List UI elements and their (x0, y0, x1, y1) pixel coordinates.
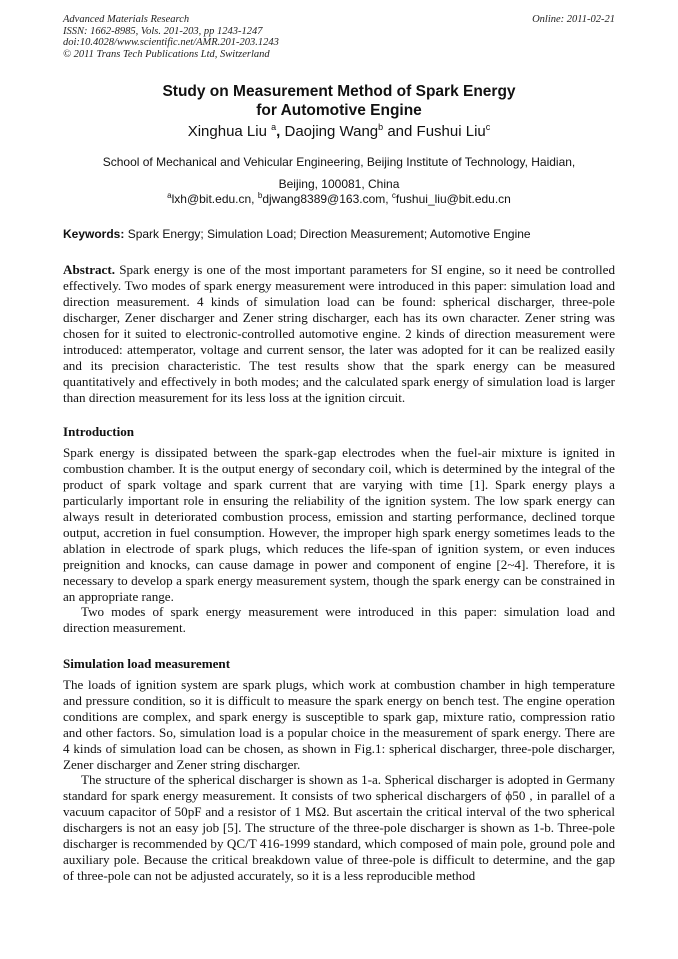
simulation-heading: Simulation load measurement (63, 656, 231, 671)
title-line-2: for Automotive Engine (256, 102, 422, 119)
email-b[interactable]: djwang8389@163.com, (262, 192, 389, 206)
introduction-paragraph-2: Two modes of spark energy measurement were introduced in this paper: simulation load and direction measurement. (63, 604, 615, 635)
doi-line: doi:10.4028/www.scientific.net/AMR.201-203.1243 (63, 37, 279, 49)
email-a-sup: a (167, 191, 172, 200)
author-1: Xinghua Liu (187, 123, 267, 140)
introduction-paragraph-1: Spark energy is dissipated between the spark-gap electrodes when the fuel-air mixture is ignited in combustion chamber. It is the output energy of secondary coil, which is determined by the integral of the product of spark voltage and spark current that are varying with time [1]. Spark energy plays a particularly important role in ensuring the reliability of the ignition system. The low spark energy can always result in deteriorated combustion process, emission and starting performance, declined torque output, accretion in fuel consumption. However, the improper high spark energy sometimes leads to the ablation in electrode of spark plugs, which reduces the life-span of ignition system, or even induces preignition and knocks, can cause damage in power and component of engine [2~4]. Therefore, it is necessary to develop a spark energy measurement system, though the spark energy can be constrained in an appropriate range. (63, 445, 615, 604)
affiliation (63, 151, 615, 195)
author-and: and (387, 123, 413, 140)
keywords-text: Spark Energy; Simulation Load; Direction Measurement; Automotive Engine (127, 227, 531, 241)
paper-title (0, 82, 678, 120)
simulation-paragraph-2: The structure of the spherical discharger is shown as 1-a. Spherical discharger is adopted in Germany standard for spark energy measurement. It consists of two spherical dischargers of ϕ50 , in parallel of a vacuum capacitor of 50pF and a resistor of 1 MΩ. But ascertain the critical interval of the two spherical dischargers is not an easy job [5]. The structure of the three-pole discharger is shown as 1-b. Three-pole discharger is recommended by QC/T 416-1999 standard, which composed of main pole, ground pole and auxiliary pole. Because the critical breakdown value of three-pole is difficult to determine, and the gap of three-pole can not be adjusted accurately, so it is a less reproducible method (63, 772, 615, 883)
journal-header (63, 14, 615, 60)
author-3-sup: c (485, 122, 491, 132)
copyright-line: © 2011 Trans Tech Publications Ltd, Switzerland (63, 48, 270, 60)
author-1-sup: a (271, 122, 277, 132)
online-date: Online: 2011-02-21 (532, 14, 615, 25)
introduction-heading: Introduction (63, 424, 135, 439)
keywords (63, 227, 615, 241)
journal-name: Advanced Materials Research (63, 14, 190, 25)
email-b-sup: b (257, 191, 263, 200)
author-separator: , (276, 123, 281, 140)
simulation-paragraph-1: The loads of ignition system are spark plugs, which work at combustion chamber in high temperature and pressure condition, so it is difficult to measure the spark energy on bench test. The engine operation conditions are complex, and spark energy is susceptible to spark gap, mixture ratio, compression ratio and other factors. So, simulation load is a popular choice in the measurement of spark energy. There are 4 kinds of simulation load can be chosen, as shown in Fig.1: spherical discharger, three-pole discharger, Zener discharger and Zener string discharger. (63, 677, 615, 772)
abstract (63, 262, 615, 406)
issn-line: ISSN: 1662-8985, Vols. 201-203, pp 1243-1247 (63, 25, 263, 37)
affiliation-line-1: School of Mechanical and Vehicular Engineering, Beijing Institute of Technology, Haidian, (102, 155, 576, 169)
email-c-sup: c (391, 191, 396, 200)
author-3: Fushui Liu (416, 123, 486, 140)
author-2: Daojing Wang (284, 123, 379, 140)
keywords-label: Keywords: (63, 227, 125, 241)
abstract-text: Spark energy is one of the most important parameters for SI engine, so it need be controlled effectively. Two modes of spark energy measurement were introduced in this paper: simulation load and direction measurement. 4 kinds of simulation load can be found: spherical discharger, three-pole discharger, Zener discharger and Zener string discharger, each has its own character. Zener string was chosen for it suited to electronic-controlled automotive engine. 2 kinds of direction measurement were introduced: attemperator, voltage and current sensor, the later was adopted for it can be realized easily and its precision characteristic. The test results show that the spark energy can be measured quantitatively and effectively in both modes; and the calculated spark energy of simulation load is larger than direction measurement for its less loss at the ignition circuit. (63, 262, 615, 405)
affiliation-line-2: Beijing, 100081, China (278, 177, 400, 191)
abstract-label: Abstract. (63, 262, 115, 277)
email-c[interactable]: fushui_liu@bit.edu.cn (395, 192, 511, 206)
author-2-sup: b (378, 122, 384, 132)
email-line (0, 192, 678, 206)
author-list (0, 123, 678, 140)
email-a[interactable]: lxh@bit.edu.cn, (171, 192, 255, 206)
title-line-1: Study on Measurement Method of Spark Energy (162, 83, 516, 100)
